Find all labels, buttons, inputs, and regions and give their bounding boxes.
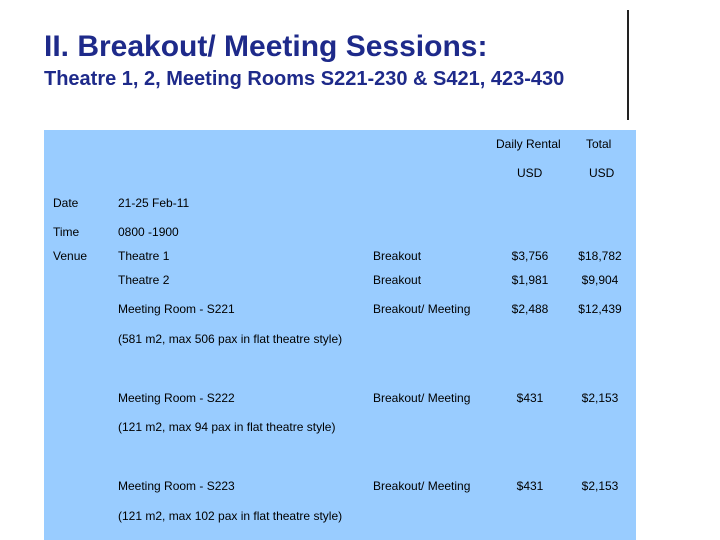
row-venue: Meeting Room - S222 xyxy=(118,391,235,405)
row-type: Breakout/ Meeting xyxy=(373,302,471,316)
venue-label: Venue xyxy=(53,249,88,263)
row-type: Breakout/ Meeting xyxy=(373,479,471,493)
time-value: 0800 -1900 xyxy=(118,225,179,239)
row-type: Breakout xyxy=(373,249,422,263)
vertical-divider xyxy=(627,10,629,120)
row-total: $2,153 xyxy=(581,479,619,493)
page-title: II. Breakout/ Meeting Sessions: xyxy=(44,30,488,63)
time-label: Time xyxy=(53,225,80,239)
row-venue: Meeting Room - S221 xyxy=(118,302,235,316)
row-type: Breakout xyxy=(373,273,422,287)
row-venue: Theatre 2 xyxy=(118,273,170,287)
currency-total: USD xyxy=(589,166,615,180)
row-type: Breakout/ Meeting xyxy=(373,391,471,405)
row-total: $2,153 xyxy=(581,391,619,405)
page-subtitle: Theatre 1, 2, Meeting Rooms S221-230 & S421, 423-430 xyxy=(44,68,565,90)
row-total: $9,904 xyxy=(581,273,619,287)
date-label: Date xyxy=(53,196,79,210)
currency-daily: USD xyxy=(517,166,543,180)
row-total: $18,782 xyxy=(578,249,622,263)
date-value: 21-25 Feb-11 xyxy=(118,196,190,210)
row-daily: $2,488 xyxy=(511,302,549,316)
column-header-daily-rental: Daily Rental xyxy=(496,137,561,151)
column-header-total: Total xyxy=(586,137,612,151)
row-note: (121 m2, max 102 pax in flat theatre style) xyxy=(118,509,343,523)
row-venue: Meeting Room - S223 xyxy=(118,479,235,493)
row-daily: $431 xyxy=(516,391,544,405)
row-venue: Theatre 1 xyxy=(118,249,170,263)
row-note: (121 m2, max 94 pax in flat theatre style) xyxy=(118,420,336,434)
row-daily: $431 xyxy=(516,479,544,493)
row-total: $12,439 xyxy=(578,302,622,316)
row-daily: $3,756 xyxy=(511,249,549,263)
row-daily: $1,981 xyxy=(511,273,549,287)
row-note: (581 m2, max 506 pax in flat theatre style) xyxy=(118,332,343,346)
